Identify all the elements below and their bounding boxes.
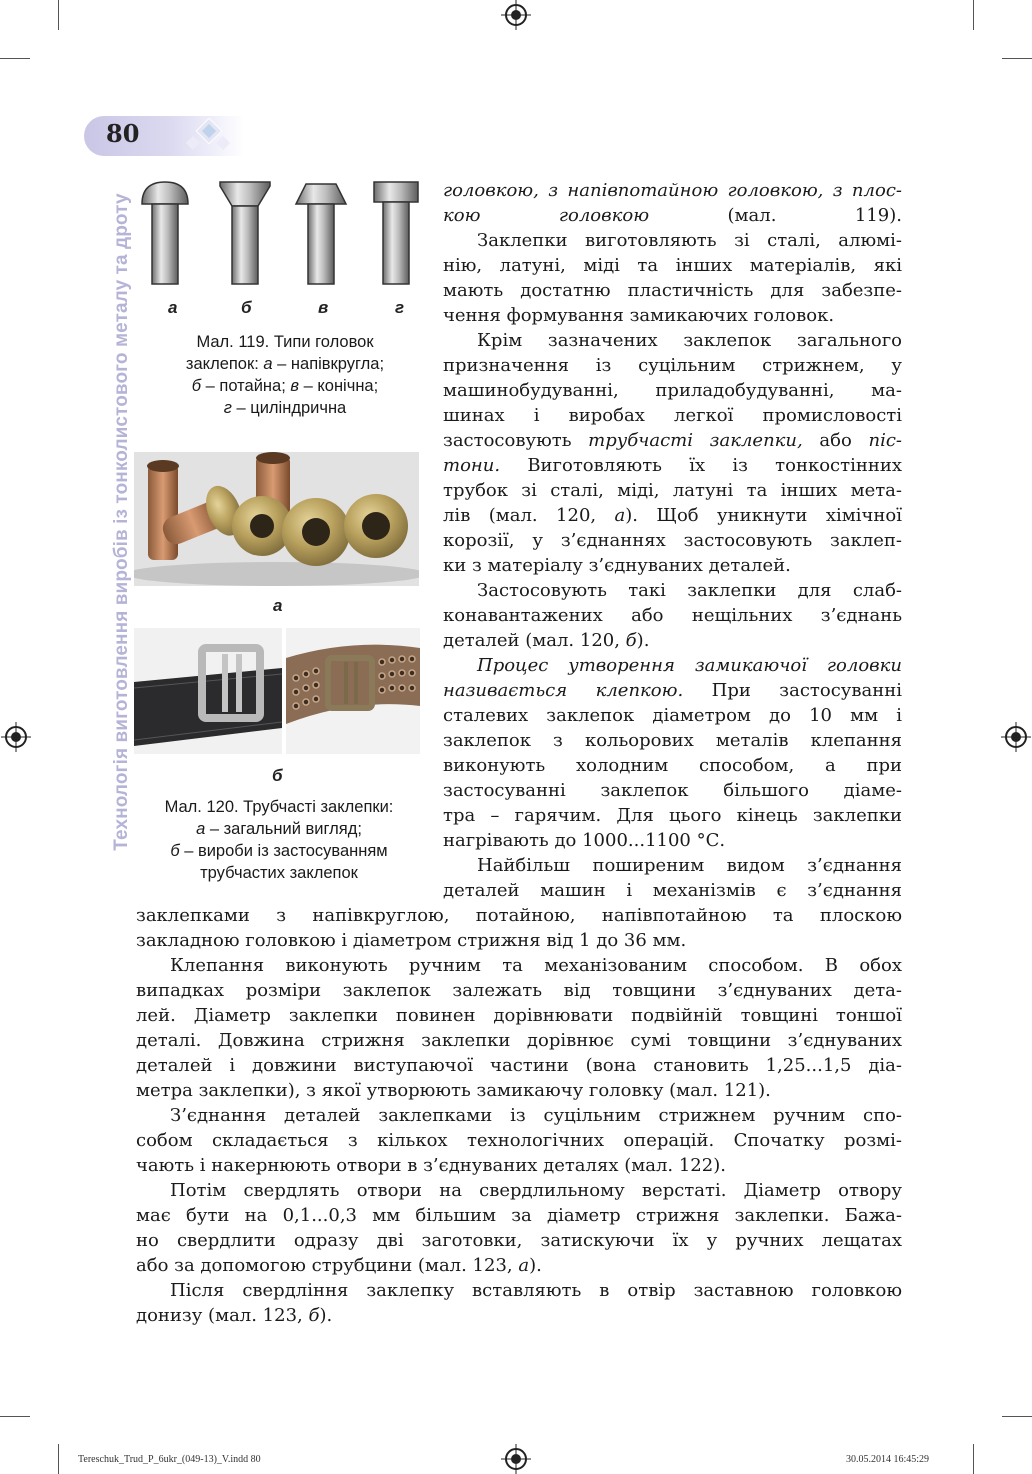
text-line: Найбільш поширеним видом з’єднання: [477, 855, 902, 876]
page-number: 80: [106, 119, 140, 148]
rivet-conical-head: [296, 184, 346, 284]
text-line: конавантажених або нещільних з’єднань: [443, 605, 902, 626]
registration-mark-icon: [5, 726, 27, 748]
text-line: називається клепкою. При застосуванні: [443, 680, 902, 701]
registration-mark-icon: [1005, 726, 1027, 748]
text-line: деталей і довжини виступаючої частини (вона становить 1,25...1,5 діа-: [136, 1055, 902, 1076]
crop-mark: [0, 1416, 30, 1417]
text-line: або за допомогою струбцини (мал. 123, а).: [136, 1255, 542, 1276]
text-line: закладною головкою і діаметром стрижня від 1 до 36 мм.: [136, 930, 687, 951]
fig119-label-a: а: [168, 298, 178, 317]
text-line: застосовують трубчасті заклепки, або піс-: [443, 430, 902, 451]
file-slug: Tereschuk_Trud_P_6ukr_(049-13)_V.indd 80: [78, 1454, 261, 1465]
text-line: виконують холодним способом, а при: [443, 755, 902, 776]
text-line: Застосовують такі заклепки для слаб-: [477, 580, 902, 601]
text-line: донизу (мал. 123, б).: [136, 1305, 333, 1326]
text-line: головкою, з напівпотайною головкою, з плос-: [443, 180, 902, 201]
text-line: кою головкою (мал. 119).: [443, 205, 902, 226]
crop-mark: [58, 1444, 59, 1474]
figure-119-caption: Мал. 119. Типи головок заклепок: а – напівкругла; б – потайна; в – конічна; г – циліндрична: [185, 333, 385, 417]
text-line: Клепання виконують ручним та механізованим способом. В обох: [170, 955, 902, 976]
registration-mark-icon: [505, 1448, 527, 1470]
rivet-cylindrical-head: [374, 182, 418, 284]
text-line: деталей (мал. 120, б).: [443, 630, 650, 651]
chapter-side-title: Технологія виготовлення виробів із тонколистового металу та дроту: [111, 193, 132, 851]
text-line: Процес утворення замикаючої головки: [477, 655, 902, 676]
right-column-text: [443, 178, 902, 903]
crop-mark: [973, 0, 974, 30]
text-line: чення формування замикаючих головок.: [443, 305, 835, 326]
fig119-label-g: г: [395, 298, 405, 317]
text-line: випадках розміри заклепок залежать від товщини з’єднуваних дета-: [136, 980, 902, 1001]
text-line: чають і накернюють отвори в з’єднуваних деталях (мал. 122).: [136, 1155, 726, 1176]
text-line: собом складається з кількох технологічних операцій. Спочатку розмі-: [136, 1130, 902, 1151]
text-line: Заклепки виготовляють зі сталі, алюмі-: [477, 230, 902, 251]
text-line: ки з матеріалу з’єднуваних деталей.: [443, 555, 791, 576]
decorative-diamond-icon: [186, 118, 232, 154]
rivet-countersunk-head: [220, 182, 270, 284]
fig119-label-v: в: [318, 298, 329, 317]
figure-120-caption: Мал. 120. Трубчасті заклепки: а – загальний вигляд; б – вироби із застосуванням трубчастих заклепок: [164, 798, 394, 882]
text-line: мають достатню пластичність для забезпе-: [443, 280, 902, 301]
text-line: корозії, у з’єднаннях застосовують заклеп-: [443, 530, 902, 551]
belt-buckle-photo: [134, 628, 282, 754]
text-line: тра – гарячим. Для цього кінець заклепки: [443, 805, 902, 826]
text-line: нію, латуні, міді та інших матеріалів, які: [443, 255, 902, 276]
text-line: Потім свердлять отвори на свердлильному верстаті. Діаметр отвору: [170, 1180, 902, 1201]
text-line: шинах і виробах легкої промисловості: [443, 405, 902, 426]
fig119-label-b: б: [241, 298, 252, 317]
text-line: заклепками з напівкруглою, потайною, напівпотайною та плоскою: [136, 905, 902, 926]
text-line: деталей машин і механізмів є з’єднання: [443, 880, 902, 901]
text-line: лів (мал. 120, а). Щоб уникнути хімічної: [443, 505, 902, 526]
text-line: Після свердління заклепку вставляють в отвір заставною головкою: [170, 1280, 902, 1301]
text-line: З’єднання деталей заклепками із суцільним стрижнем ручним спо-: [170, 1105, 902, 1126]
text-line: деталі. Довжина стрижня заклепки дорівнює сумі товщини з’єднуваних: [136, 1030, 902, 1051]
registration-mark-icon: [505, 4, 527, 26]
crop-mark: [973, 1444, 974, 1474]
text-line: лей. Діаметр заклепки повинен дорівнювати подвійній товщині тоншої: [136, 1005, 902, 1026]
text-line: має бути на 0,1...0,3 мм більшим за діаметр стрижня заклепки. Бажа-: [136, 1205, 902, 1226]
text-line: Крім зазначених заклепок загального: [477, 330, 902, 351]
rivet-semicircular-head: [142, 182, 188, 284]
text-line: но свердлити одразу дві заготовки, затискуючи їх у ручних лещатах: [136, 1230, 902, 1251]
text-line: тони. Виготовляють їх із тонкостінних: [443, 455, 902, 476]
text-line: застосуванні заклепок більшого діаме-: [443, 780, 902, 801]
text-line: метра заклепки), з якої утворюють замикаючу головку (мал. 121).: [136, 1080, 771, 1101]
text-line: машинобудуванні, приладобудуванні, ма-: [443, 380, 902, 401]
crop-mark: [1002, 1416, 1032, 1417]
text-line: нагрівають до 1000...1100 °С.: [443, 830, 726, 851]
text-line: сталевих заклепок діаметром до 10 мм і: [443, 705, 902, 726]
studded-belt-photo: [286, 628, 420, 754]
fig120-label-b: б: [272, 766, 283, 785]
full-width-text: [136, 903, 902, 1328]
crop-mark: [1002, 58, 1032, 59]
fig120-label-a: а: [273, 596, 283, 615]
crop-mark: [58, 0, 59, 30]
text-line: заклепок з кольорових металів клепання: [443, 730, 902, 751]
text-line: трубок зі сталі, міді, латуні та інших мета-: [443, 480, 902, 501]
crop-mark: [0, 58, 30, 59]
tubular-rivets-photo: [134, 452, 419, 586]
rivet-types-illustration: [130, 176, 430, 316]
print-datetime: 30.05.2014 16:45:29: [846, 1454, 930, 1465]
text-line: призначення із суцільним стрижнем, у: [443, 355, 902, 376]
